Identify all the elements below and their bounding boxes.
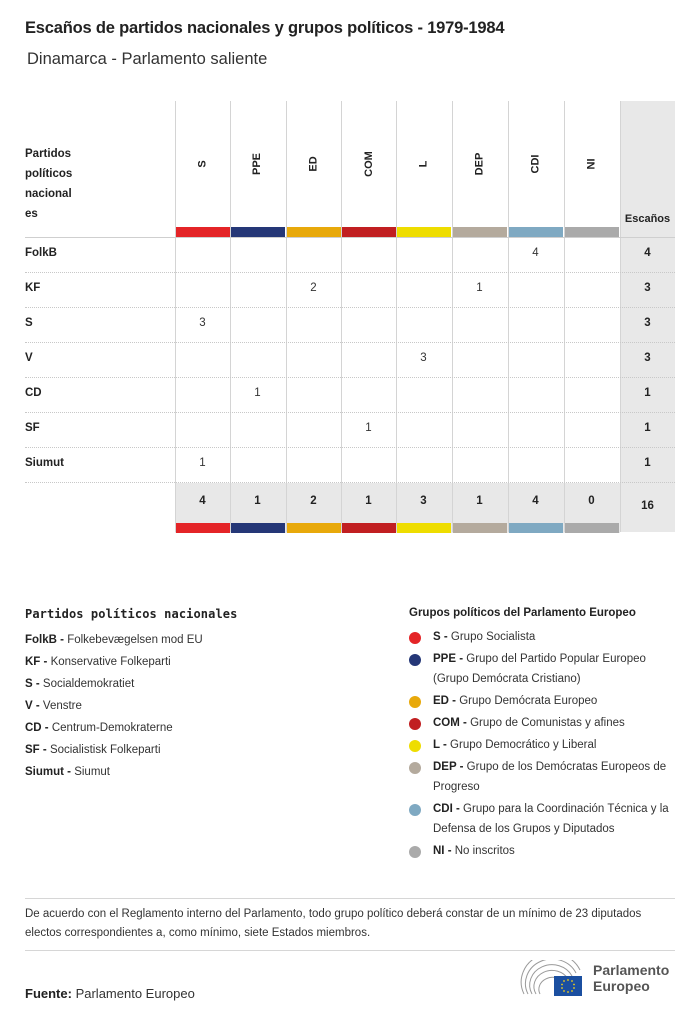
total-header: Escaños	[624, 213, 671, 225]
group-legend-item: S - Grupo Socialista	[409, 627, 684, 647]
group-color-bar	[287, 227, 341, 237]
seat-cell: 1	[476, 282, 483, 294]
row-divider	[25, 307, 675, 308]
row-header: Partidos políticos nacional es	[25, 148, 73, 220]
ep-logo	[520, 960, 680, 1000]
group-legend-item: PPE - Grupo del Partido Popular Europeo (Grupo Demócrata Cristiano)	[409, 649, 684, 689]
group-color-dot-icon	[409, 740, 421, 752]
group-header-dep: DEP	[473, 152, 486, 176]
row-total: 1	[644, 422, 651, 434]
group-header-cdi: CDI	[529, 154, 542, 174]
group-header-s: S	[196, 160, 209, 168]
seat-cell: 2	[310, 282, 317, 294]
group-legend-item: L - Grupo Democrático y Liberal	[409, 735, 684, 755]
group-color-bar	[453, 227, 507, 237]
group-color-bar	[231, 227, 285, 237]
note-divider-bottom	[25, 950, 675, 951]
source-value: Parlamento Europeo	[75, 986, 195, 1001]
column-total: 4	[199, 495, 206, 507]
footnote: De acuerdo con el Reglamento interno del Parlamento, todo grupo político deberá constar de un mínimo de 23 diputados electos correspondientes a, como mínimo, siete Estados miembros.	[25, 908, 642, 939]
group-legend-item: NI - No inscritos	[409, 841, 684, 861]
group-color-bar	[453, 523, 507, 533]
party-label: S	[25, 317, 33, 329]
group-header-l: L	[417, 160, 430, 168]
column-total: 2	[310, 495, 317, 507]
party-label: V	[25, 352, 33, 364]
group-legend-item: DEP - Grupo de los Demócratas Europeos de Progreso	[409, 757, 684, 797]
column-total: 1	[476, 495, 483, 507]
group-color-dot-icon	[409, 654, 421, 666]
national-legend-item: FolkB - Folkebevægelsen mod EU	[25, 634, 203, 646]
national-legend-item: Siumut - Siumut	[25, 766, 110, 778]
seat-cell: 3	[420, 352, 427, 364]
party-label: Siumut	[25, 457, 64, 469]
group-color-bar	[565, 227, 619, 237]
group-color-dot-icon	[409, 762, 421, 774]
source	[25, 986, 195, 1001]
seat-cell: 1	[199, 457, 206, 469]
group-color-dot-icon	[409, 718, 421, 730]
group-header-com: COM	[362, 151, 375, 177]
row-divider	[25, 412, 675, 413]
column-total: 1	[254, 495, 261, 507]
party-label: SF	[25, 422, 40, 434]
row-divider	[25, 377, 675, 378]
national-legend-item: CD - Centrum-Demokraterne	[25, 722, 173, 734]
national-legend-item: V - Venstre	[25, 700, 82, 712]
group-color-bar	[397, 523, 451, 533]
group-color-bar	[565, 523, 619, 533]
group-legend-item: CDI - Grupo para la Coordinación Técnica y la Defensa de los Grupos y Diputados	[409, 799, 684, 839]
national-legend-item: S - Socialdemokratiet	[25, 678, 135, 690]
group-color-dot-icon	[409, 632, 421, 644]
column-total: 3	[420, 495, 427, 507]
party-label: CD	[25, 387, 42, 399]
national-legend-title: Partidos políticos nacionales	[25, 607, 238, 621]
party-label: KF	[25, 282, 41, 294]
group-header-ed: ED	[307, 156, 320, 172]
column-total: 1	[365, 495, 372, 507]
row-divider	[25, 447, 675, 448]
group-legend-item: COM - Grupo de Comunistas y afines	[409, 713, 684, 733]
row-divider	[25, 482, 675, 483]
row-total: 3	[644, 352, 651, 364]
header-divider	[25, 237, 675, 238]
groups-legend	[409, 607, 684, 863]
row-divider	[25, 272, 675, 273]
seat-cell: 1	[365, 422, 372, 434]
group-color-bar	[287, 523, 341, 533]
group-color-bar	[397, 227, 451, 237]
national-parties-legend	[25, 607, 237, 783]
group-header-ppe: PPE	[251, 152, 264, 176]
group-header-ni: NI	[585, 158, 598, 170]
hemicycle-icon	[520, 960, 592, 998]
group-color-bar	[176, 227, 230, 237]
row-total: 1	[644, 387, 651, 399]
row-divider	[25, 342, 675, 343]
seat-cell: 4	[532, 247, 539, 259]
row-total: 3	[644, 282, 651, 294]
group-color-dot-icon	[409, 846, 421, 858]
group-color-dot-icon	[409, 804, 421, 816]
chart-title: Escaños de partidos nacionales y grupos políticos - 1979-1984	[25, 19, 505, 37]
party-label: FolkB	[25, 247, 57, 259]
group-color-dot-icon	[409, 696, 421, 708]
national-legend-item: SF - Socialistisk Folkeparti	[25, 744, 161, 756]
column-total: 4	[532, 495, 539, 507]
group-color-bar	[231, 523, 285, 533]
seat-cell: 3	[199, 317, 206, 329]
note-divider-top	[25, 898, 675, 899]
row-total: 3	[644, 317, 651, 329]
source-label: Fuente:	[25, 986, 72, 1001]
row-total: 1	[644, 457, 651, 469]
national-legend-item: KF - Konservative Folkeparti	[25, 656, 171, 668]
row-total: 4	[644, 247, 651, 259]
column-total: 0	[588, 495, 595, 507]
group-color-bar	[342, 227, 396, 237]
grand-total: 16	[641, 500, 654, 512]
logo-text: Parlamento Europeo	[593, 962, 670, 994]
group-legend-item: ED - Grupo Demócrata Europeo	[409, 691, 684, 711]
group-color-bar	[176, 523, 230, 533]
chart-subtitle: Dinamarca - Parlamento saliente	[27, 50, 268, 68]
group-color-bar	[509, 523, 563, 533]
seat-cell: 1	[254, 387, 261, 399]
groups-legend-title: Grupos políticos del Parlamento Europeo	[409, 607, 636, 619]
group-color-bar	[509, 227, 563, 237]
group-color-bar	[342, 523, 396, 533]
